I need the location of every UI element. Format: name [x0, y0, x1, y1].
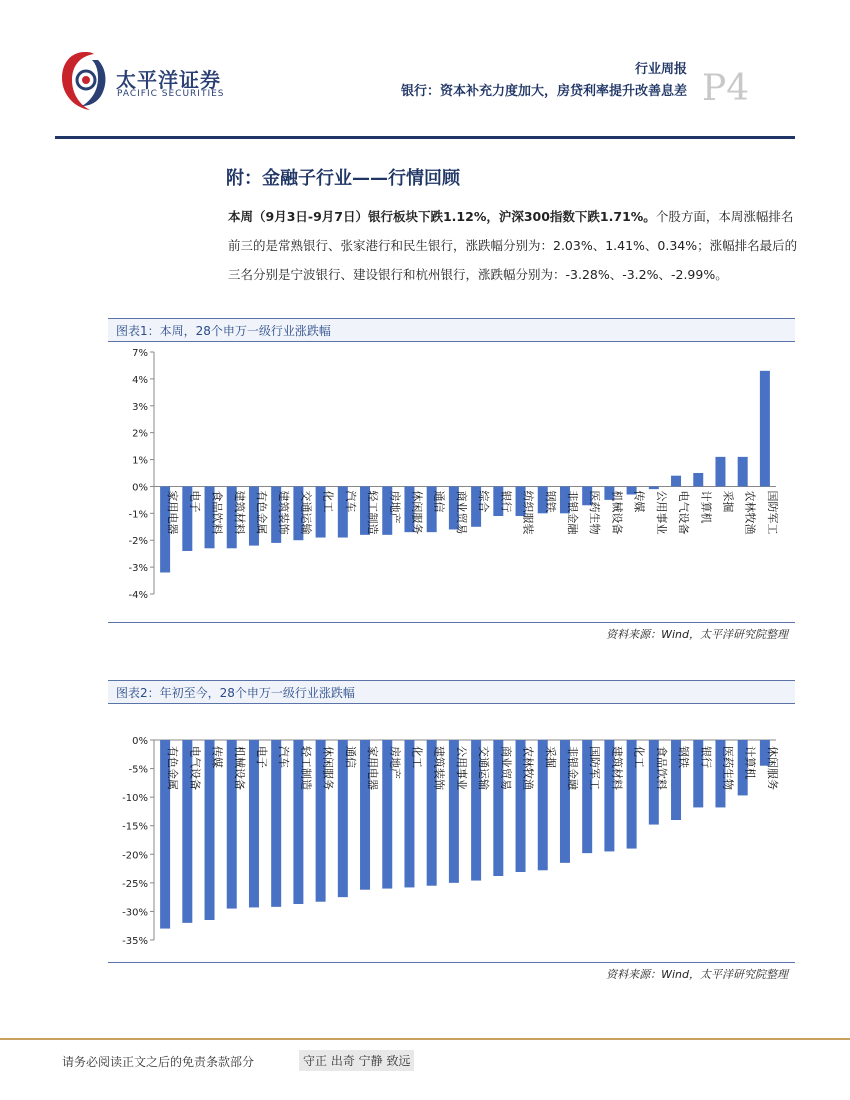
figure2-caption: 图表2：年初至今，28个申万一级行业涨跌幅	[116, 686, 355, 700]
category-label: 建筑材料	[232, 490, 246, 535]
y-tick-label: 0%	[132, 482, 148, 494]
category-label: 纺织服装	[521, 490, 535, 535]
category-label: 家用电器	[166, 490, 180, 535]
bar	[738, 457, 748, 487]
figure2-caption-bar	[108, 680, 795, 704]
brand-name-en: PACIFIC SECURITIES	[117, 89, 225, 99]
header-divider	[55, 136, 795, 139]
category-label: 商业贸易	[454, 490, 468, 535]
category-label: 通信	[432, 490, 446, 513]
y-tick-label: -30%	[122, 907, 148, 919]
report-type: 行业周报	[634, 62, 687, 77]
category-label: 有色金属	[254, 490, 268, 535]
figure2-source-rule	[108, 962, 795, 963]
category-label: 汽车	[277, 746, 291, 768]
category-label: 轻工制造	[299, 746, 313, 790]
y-tick-label: -1%	[128, 509, 148, 521]
bar	[693, 473, 703, 486]
category-label: 建筑装饰	[432, 746, 446, 790]
category-label: 有色金属	[166, 746, 180, 790]
category-label: 电气设备	[188, 746, 202, 790]
category-label: 房地产	[388, 746, 402, 779]
category-label: 银行	[499, 490, 513, 513]
summary-bold-text: 本周（9月3日-9月7日）银行板块下跌1.12%，沪深300指数下跌1.71%。	[228, 209, 656, 224]
y-tick-label: -25%	[122, 878, 148, 890]
category-label: 公用事业	[654, 490, 668, 535]
category-label: 食品饮料	[210, 490, 224, 535]
category-label: 采掘	[721, 490, 735, 513]
figure1-caption-bar	[108, 318, 795, 342]
category-label: 计算机	[743, 746, 757, 779]
category-label: 非银金融	[565, 746, 579, 790]
report-title: 银行：资本补充力度加大，房贷利率提升改善息差	[400, 84, 687, 99]
category-label: 电子	[188, 490, 202, 513]
category-label: 钢铁	[677, 746, 691, 768]
category-label: 家用电器	[366, 746, 380, 790]
y-tick-label: 0%	[132, 736, 148, 747]
summary-paragraph	[228, 202, 798, 289]
category-label: 医药生物	[588, 490, 602, 535]
y-tick-label: -10%	[122, 793, 148, 805]
chart-weekly-industry-change	[108, 342, 795, 604]
category-label: 通信	[343, 746, 357, 768]
chart-ytd-industry-change	[108, 730, 795, 950]
category-label: 医药生物	[721, 746, 735, 790]
y-tick-label: -2%	[128, 536, 148, 548]
y-tick-label: -15%	[122, 821, 148, 833]
category-label: 银行	[699, 746, 713, 768]
category-label: 钢铁	[543, 490, 557, 513]
y-tick-label: 3%	[132, 401, 148, 413]
figure1-source: 资料来源：Wind，太平洋研究院整理	[606, 628, 788, 641]
y-tick-label: 2%	[132, 428, 148, 440]
bar	[760, 371, 770, 487]
figure2-source: 资料来源：Wind，太平洋研究院整理	[606, 968, 788, 981]
category-label: 休闲服务	[765, 746, 779, 790]
y-tick-label: -20%	[122, 850, 148, 862]
category-label: 国防军工	[765, 490, 779, 535]
category-label: 农林牧渔	[521, 746, 535, 790]
y-tick-label: -4%	[128, 590, 148, 601]
pacific-securities-logo	[60, 48, 110, 114]
category-label: 计算机	[699, 490, 713, 524]
y-tick-label: -35%	[122, 936, 148, 947]
y-tick-label: 4%	[132, 374, 148, 386]
category-label: 汽车	[343, 490, 357, 513]
category-label: 休闲服务	[321, 746, 335, 790]
category-label: 化工	[632, 746, 646, 768]
section-title: 附：金融子行业——行情回顾	[226, 168, 460, 189]
category-label: 机械设备	[232, 746, 246, 790]
figure1-caption: 图表1：本周，28个申万一级行业涨跌幅	[116, 324, 331, 338]
page-number: P4	[702, 68, 750, 109]
y-tick-label: -3%	[128, 563, 148, 575]
y-tick-label: 1%	[132, 455, 148, 467]
category-label: 建筑材料	[610, 746, 624, 790]
bar	[715, 457, 725, 487]
category-label: 食品饮料	[654, 746, 668, 790]
category-label: 综合	[477, 490, 491, 513]
category-label: 国防军工	[588, 746, 602, 790]
category-label: 交通运输	[299, 490, 313, 535]
figure1-source-rule	[108, 622, 795, 623]
category-label: 交通运输	[477, 746, 491, 790]
bar	[649, 486, 659, 489]
category-label: 采掘	[543, 746, 557, 768]
category-label: 休闲服务	[410, 490, 424, 535]
category-label: 电气设备	[677, 490, 691, 535]
category-label: 机械设备	[610, 490, 624, 535]
footer-disclaimer: 请务必阅读正文之后的免责条款部分	[62, 1055, 255, 1069]
category-label: 建筑装饰	[277, 490, 291, 535]
category-label: 化工	[410, 746, 424, 768]
category-label: 农林牧渔	[743, 490, 757, 535]
category-label: 公用事业	[454, 746, 468, 790]
category-label: 商业贸易	[499, 746, 513, 790]
category-label: 房地产	[388, 490, 402, 524]
summary-text: 个股方面，本周涨幅排名前三的是常熟银行、张家港行和民生银行，涨跌幅分别为：2.03%、1.41%、0.34%；涨幅排名最后的三名分别是宁波银行、建设银行和杭州银行，涨跌幅分别为：-3.28%、-3.2%、-2.99%。	[228, 209, 798, 282]
category-label: 传媒	[210, 746, 224, 768]
bar	[671, 476, 681, 487]
y-tick-label: 7%	[132, 348, 148, 359]
category-label: 轻工制造	[366, 490, 380, 535]
footer-motto: 守正 出奇 宁静 致远	[299, 1050, 414, 1071]
category-label: 传媒	[632, 490, 646, 513]
category-label: 电子	[254, 746, 268, 768]
y-tick-label: -5%	[128, 764, 148, 776]
category-label: 非银金融	[565, 490, 579, 535]
footer-divider	[0, 1038, 850, 1040]
category-label: 化工	[321, 490, 335, 513]
brand-name-cn: 太平洋证券	[116, 68, 221, 92]
